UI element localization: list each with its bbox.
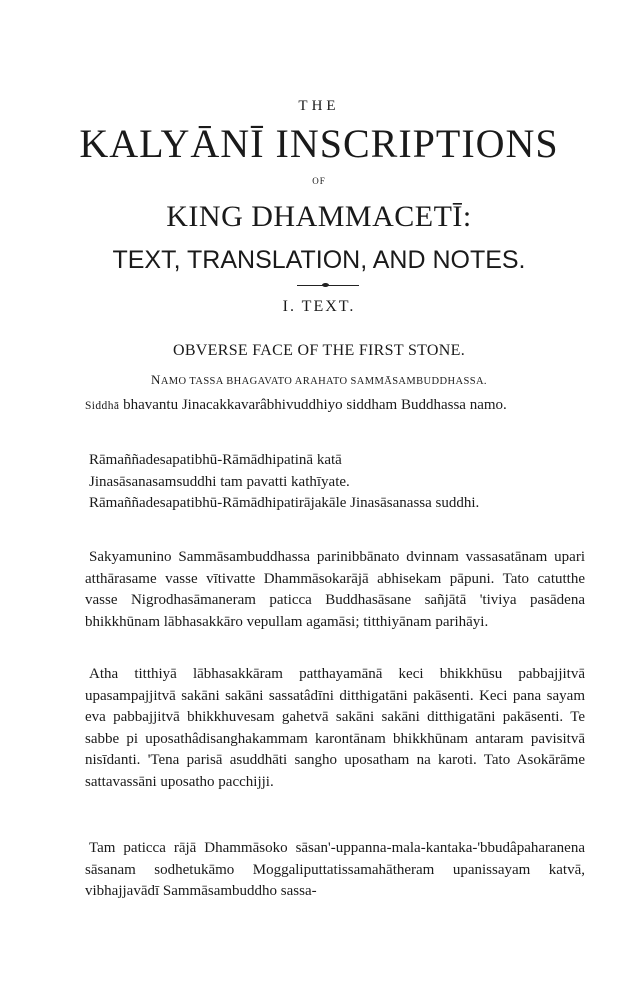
- title-the: THE: [298, 98, 340, 114]
- title-main: KALYĀNĪ INSCRIPTIONS: [79, 121, 559, 166]
- paragraph-opening: [85, 395, 585, 418]
- section-heading: I. TEXT.: [282, 298, 356, 315]
- rule-ornament-dot: [322, 283, 329, 287]
- paragraph-4: Tam paticca rājā Dhammāsoko sāsan'-uppanna-mala-kantaka-'bbudâpaharanena sāsanam sodhetukāmo Moggaliputtatissamahātheram upanissayam katvā, vibhajjavādī Sammāsambuddho sassa-: [85, 840, 585, 899]
- title-of: OF: [312, 176, 326, 186]
- invocation-text: AMO TASSA BHAGAVATO ARAHATO SAMMĀSAMBUDDHASSA.: [160, 376, 487, 387]
- verse-line: Rāmaññadesapatibhū-Rāmādhipatirājakāle Jinasāsanassa suddhi.: [89, 495, 480, 511]
- section-subheading: OBVERSE FACE OF THE FIRST STONE.: [172, 342, 466, 359]
- invocation-line: [0, 372, 638, 388]
- paragraph-3: Atha titthiyā lābhasakkāram patthayamānā keci bhikkhūsu pabbajjitvā upasampajjitvā sakāni sakāni sassatâdīni ditthigatāni pakāsenti. Keci pana sayam eva pabbajjitvā bhikkhuvesam gahetvā sakāni sakāni ditthigatāni pakāsenti. Te sabbe pi uposathâdisanghakammam karontānam bhikkhūnam antaram pavisitvā nisīdanti. 'Tena parisā asuddhāti sangho uposatham na karoti. Tato Asokārāme sattavassāni uposatho pacchijji.: [85, 666, 585, 790]
- invocation-initial: N: [151, 372, 161, 387]
- verse-block: [85, 450, 585, 515]
- verse-line: Jinasāsanasamsuddhi tam pavatti kathīyate.: [89, 473, 350, 490]
- subtitle: TEXT, TRANSLATION, AND NOTES.: [112, 246, 526, 274]
- title-king: KING DHAMMACETĪ:: [166, 200, 472, 233]
- opening-text: bhavantu Jinacakkavarâbhivuddhiyo siddham Buddhassa namo.: [119, 397, 507, 413]
- verse-line: Rāmaññadesapatibhū-Rāmādhipatinā katā: [89, 452, 342, 468]
- opening-word: Siddhā: [85, 400, 120, 412]
- paragraph-2: Sakyamunino Sammāsambuddhassa parinibbānato dvinnam vassasatānam upari atthārasame vasse vītivatte Dhammāsokarājā abhisekam pāpuni. Tato catutthe vasse Nigrodhasāmaneram paticca Buddhasāsane sañjātā 'tiviya pasādena bhikkhūnam lābhasakkāro vepullam agamāsi; titthiyānam parihāyi.: [85, 549, 585, 630]
